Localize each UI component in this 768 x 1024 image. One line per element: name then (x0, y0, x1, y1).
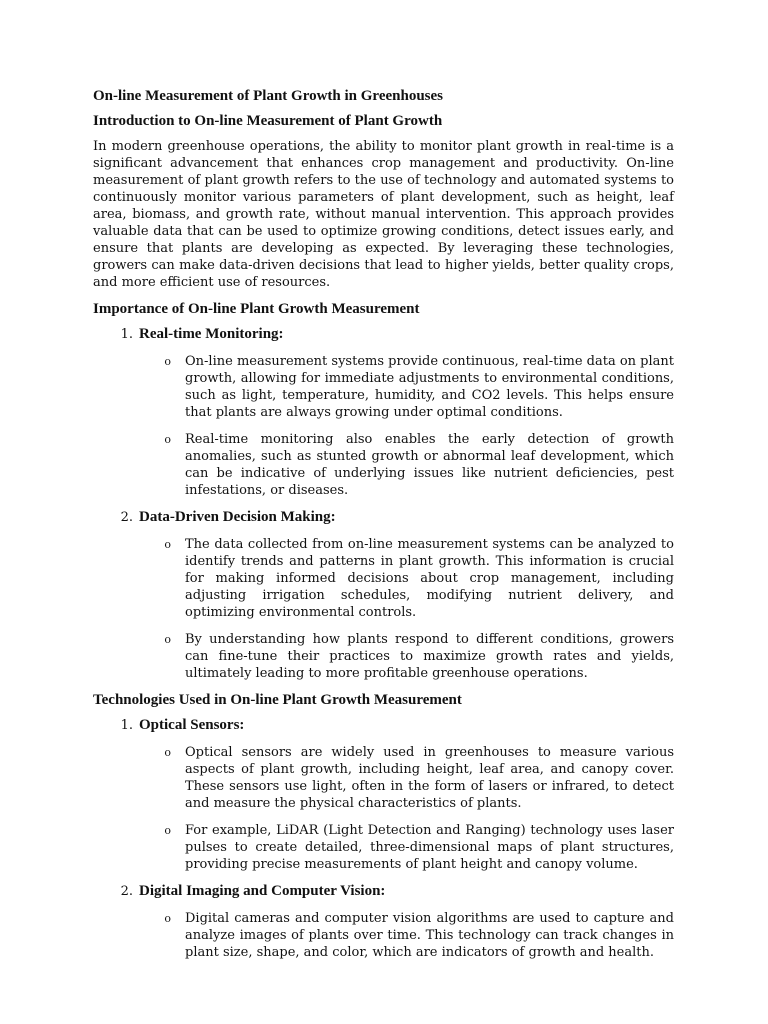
numbered-item (93, 883, 674, 900)
bullet-circle-icon: o (164, 746, 171, 759)
numbered-item (93, 717, 674, 734)
technologies-list (93, 717, 674, 961)
intro-heading: Introduction to On-line Measurement of Plant Growth (93, 113, 443, 129)
item-number (93, 883, 139, 900)
bullet-circle-icon: o (164, 355, 171, 368)
intro-paragraph: In modern greenhouse operations, the ability to monitor plant growth in real-time is a significant advancement that enhances crop management and productivity. On-line measurement of plant growth refers to the use of technology and automated systems to continuously monitor various parameters of plant development, such as height, leaf area, biomass, and growth rate, without manual intervention. This approach provides valuable data that can be used to optimize growing conditions, detect issues early, and ensure that plants are developing as expected. By leveraging these technologies, growers can make data-driven decisions that lead to higher yields, better quality crops, and more efficient use of resources. (93, 139, 674, 290)
bullet-item (93, 631, 674, 682)
item-title: Data-Driven Decision Making: (139, 509, 336, 525)
bullet-circle-icon: o (164, 538, 171, 551)
bullet-circle-icon: o (164, 433, 171, 446)
item-title: Optical Sensors: (139, 717, 245, 733)
bullet-item (93, 353, 674, 421)
bullet-item (93, 822, 674, 873)
importance-list (93, 326, 674, 682)
bullet-item (93, 431, 674, 499)
bullet-text: On-line measurement systems provide continuous, real-time data on plant growth, allowing for immediate adjustments to environmental conditions, such as light, temperature, humidity, and CO2 levels. This helps ensure that plants are always growing under optimal conditions. (185, 354, 674, 420)
item-number (93, 326, 139, 343)
bullet-circle-icon: o (164, 633, 171, 646)
bullet-item (93, 910, 674, 961)
item-number-text: 2. (120, 510, 133, 525)
bullet-item (93, 536, 674, 621)
numbered-item (93, 509, 674, 526)
item-title: Real-time Monitoring: (139, 326, 284, 342)
importance-heading: Importance of On-line Plant Growth Measurement (93, 301, 420, 317)
bullet-circle-icon: o (164, 824, 171, 837)
bullet-text: The data collected from on-line measurement systems can be analyzed to identify trends and patterns in plant growth. This information is crucial for making informed decisions about crop management, including adjusting irrigation schedules, modifying nutrient delivery, and optimizing environmental controls. (185, 537, 674, 620)
bullet-text: By understanding how plants respond to different conditions, growers can fine-tune their practices to maximize growth rates and yields, ultimately leading to more profitable greenhouse operations. (185, 632, 674, 681)
bullet-text: Real-time monitoring also enables the early detection of growth anomalies, such as stunted growth or abnormal leaf development, which can be indicative of underlying issues like nutrient deficiencies, pest infestations, or diseases. (185, 432, 674, 498)
bullet-text: Optical sensors are widely used in greenhouses to measure various aspects of plant growth, including height, leaf area, and canopy cover. These sensors use light, often in the form of lasers or infrared, to detect and measure the physical characteristics of plants. (185, 745, 674, 811)
item-title: Digital Imaging and Computer Vision: (139, 883, 386, 899)
technologies-heading: Technologies Used in On-line Plant Growth Measurement (93, 692, 462, 708)
item-number (93, 509, 139, 526)
document-title: On-line Measurement of Plant Growth in Greenhouses (93, 88, 443, 104)
bullet-item (93, 744, 674, 812)
item-number-text: 1. (120, 327, 133, 342)
item-number-text: 1. (120, 718, 133, 733)
bullet-text: Digital cameras and computer vision algorithms are used to capture and analyze images of plants over time. This technology can track changes in plant size, shape, and color, which are indicators of growth and health. (185, 911, 674, 960)
item-number-text: 2. (120, 884, 133, 899)
numbered-item (93, 326, 674, 343)
bullet-circle-icon: o (164, 912, 171, 925)
item-number (93, 717, 139, 734)
document-content (93, 88, 674, 971)
bullet-text: For example, LiDAR (Light Detection and Ranging) technology uses laser pulses to create detailed, three-dimensional maps of plant structures, providing precise measurements of plant height and canopy volume. (185, 823, 674, 872)
